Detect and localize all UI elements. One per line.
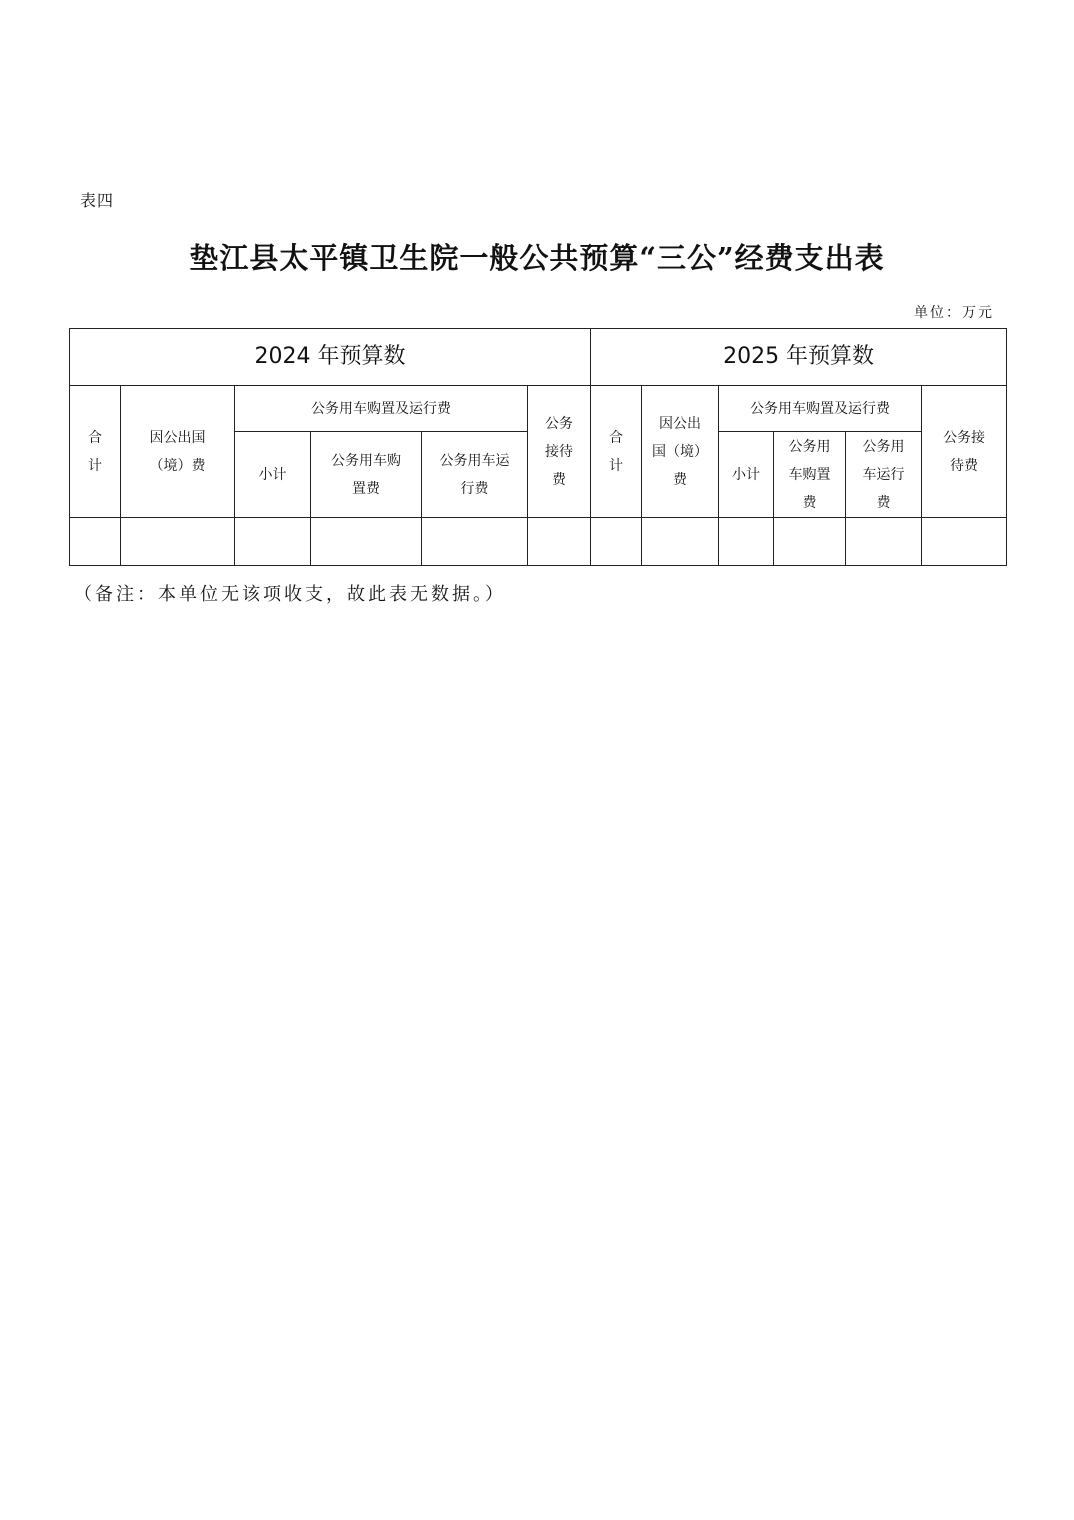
table-cell bbox=[719, 518, 774, 566]
column-group-row bbox=[70, 386, 1007, 432]
table-cell bbox=[121, 518, 235, 566]
header-2025-total bbox=[591, 386, 642, 518]
header-2025-total-line: 合 bbox=[609, 429, 624, 446]
header-2024-total-line: 合 bbox=[88, 429, 102, 446]
header-2024-vehicle-operation bbox=[422, 432, 528, 518]
year-2025-header: 2025 年预算数 bbox=[591, 329, 1007, 386]
header-2025-vehicle-operation-line: 公务用 bbox=[862, 438, 905, 455]
table-cell bbox=[70, 518, 121, 566]
header-2024-subtotal: 小计 bbox=[235, 432, 311, 518]
header-2024-vehicle-operation-line: 行费 bbox=[460, 480, 489, 497]
header-2024-total-line: 计 bbox=[88, 457, 102, 474]
header-2024-total bbox=[70, 386, 121, 518]
header-2025-vehicle-purchase-line: 公务用 bbox=[788, 438, 831, 455]
header-2025-abroad-line: 因公出 bbox=[659, 415, 702, 432]
header-2025-reception-line: 公务接 bbox=[943, 429, 986, 446]
header-2025-reception bbox=[922, 386, 1007, 518]
header-2025-vehicle-purchase-line: 费 bbox=[802, 494, 817, 511]
year-header-row bbox=[70, 329, 1007, 386]
year-2024-header: 2024 年预算数 bbox=[70, 329, 591, 386]
header-2024-abroad-line: 因公出国 bbox=[149, 429, 206, 446]
table-cell bbox=[422, 518, 528, 566]
table-cell bbox=[591, 518, 642, 566]
three-public-expenses-table bbox=[69, 328, 1007, 566]
header-2024-vehicle-group: 公务用车购置及运行费 bbox=[235, 386, 528, 432]
header-2025-vehicle-operation-line: 车运行 bbox=[862, 466, 905, 483]
table-row bbox=[70, 518, 1007, 566]
header-2024-vehicle-purchase bbox=[311, 432, 422, 518]
header-2024-abroad-line: （境）费 bbox=[149, 457, 206, 474]
table-number-label: 表四 bbox=[80, 191, 115, 210]
header-2024-reception-line: 公务 bbox=[545, 415, 574, 432]
header-2024-reception-line: 费 bbox=[552, 471, 567, 488]
page-title: 垫江县太平镇卫生院一般公共预算“三公”经费支出表 bbox=[189, 241, 885, 275]
table-cell bbox=[311, 518, 422, 566]
header-2025-reception-line: 待费 bbox=[950, 457, 979, 474]
table-cell bbox=[774, 518, 846, 566]
table-cell bbox=[846, 518, 922, 566]
unit-label: 单位：万元 bbox=[914, 305, 994, 321]
header-2025-total-line: 计 bbox=[609, 457, 624, 474]
header-2025-vehicle-operation-line: 费 bbox=[876, 494, 891, 511]
table-cell bbox=[528, 518, 591, 566]
table-cell bbox=[642, 518, 719, 566]
header-2025-abroad bbox=[642, 386, 719, 518]
header-2024-vehicle-purchase-line: 置费 bbox=[352, 480, 380, 497]
header-2025-subtotal: 小计 bbox=[719, 432, 774, 518]
header-2025-abroad-line: 国（境） bbox=[652, 443, 709, 460]
header-2024-vehicle-operation-line: 公务用车运 bbox=[439, 452, 510, 469]
header-2025-vehicle-operation bbox=[846, 432, 922, 518]
header-2025-vehicle-group: 公务用车购置及运行费 bbox=[719, 386, 922, 432]
remark-note: （备注：本单位无该项收支，故此表无数据。） bbox=[74, 584, 506, 605]
header-2024-reception-line: 接待 bbox=[545, 443, 574, 460]
header-2024-abroad bbox=[121, 386, 235, 518]
header-2025-vehicle-purchase bbox=[774, 432, 846, 518]
header-2025-vehicle-purchase-line: 车购置 bbox=[788, 466, 831, 483]
header-2024-reception bbox=[528, 386, 591, 518]
header-2025-abroad-line: 费 bbox=[673, 471, 688, 488]
table-cell bbox=[235, 518, 311, 566]
header-2024-vehicle-purchase-line: 公务用车购 bbox=[331, 452, 401, 469]
table-cell bbox=[922, 518, 1007, 566]
